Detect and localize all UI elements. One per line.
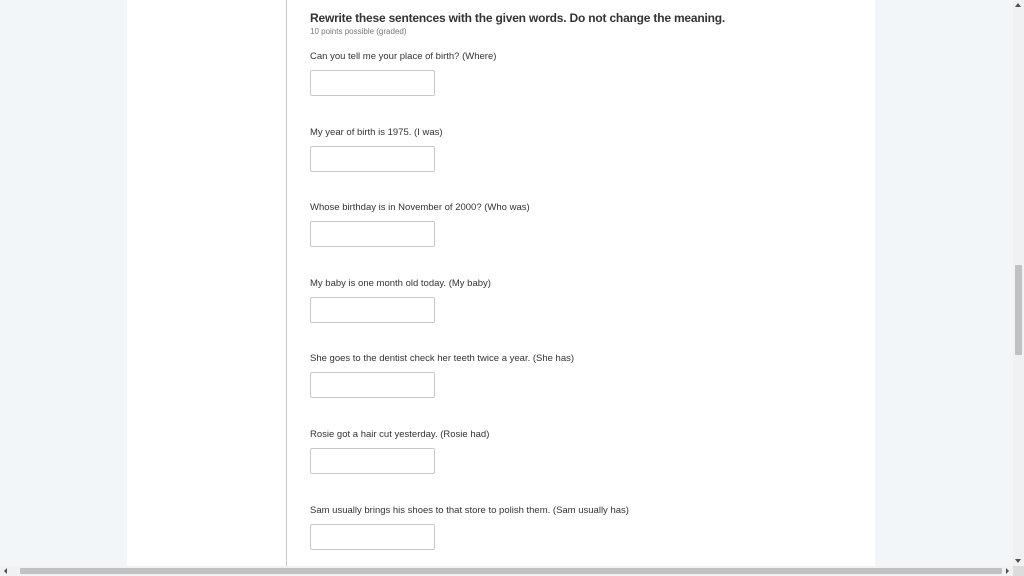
item-prompt: Sam usually brings his shoes to that store to polish them. (Sam usually has)	[310, 505, 629, 516]
answer-input-7[interactable]	[310, 524, 435, 550]
item-prompt: She goes to the dentist check her teeth twice a year. (She has)	[310, 353, 575, 364]
scroll-right-arrow-icon[interactable]	[1006, 568, 1009, 574]
answer-input-5[interactable]	[310, 372, 435, 398]
question-block	[310, 10, 850, 516]
question-item-2	[310, 126, 443, 140]
question-item-7	[310, 504, 629, 518]
vertical-scrollbar[interactable]	[1013, 0, 1024, 566]
content-page	[127, 0, 875, 566]
points-possible: 10 points possible (graded)	[310, 27, 407, 36]
scroll-up-arrow-icon[interactable]	[1015, 3, 1021, 7]
question-item-5	[310, 352, 574, 366]
item-prompt: My baby is one month old today. (My baby)	[310, 278, 491, 289]
horizontal-scroll-thumb[interactable]	[20, 568, 1002, 574]
question-item-3	[310, 201, 530, 215]
scroll-down-arrow-icon[interactable]	[1015, 559, 1021, 563]
scroll-left-arrow-icon[interactable]	[4, 568, 7, 574]
question-item-4	[310, 277, 491, 291]
scrollbar-corner	[1013, 566, 1024, 576]
item-prompt: Whose birthday is in November of 2000? (Who was)	[310, 202, 530, 213]
vertical-scroll-thumb[interactable]	[1015, 265, 1022, 355]
item-prompt: Can you tell me your place of birth? (Where)	[310, 51, 497, 62]
answer-input-2[interactable]	[310, 146, 435, 172]
question-item-1	[310, 50, 496, 64]
question-title: Rewrite these sentences with the given words. Do not change the meaning.	[310, 11, 726, 25]
left-divider	[286, 0, 287, 566]
item-prompt: My year of birth is 1975. (I was)	[310, 127, 443, 138]
answer-input-3[interactable]	[310, 221, 435, 247]
answer-input-1[interactable]	[310, 70, 435, 96]
item-prompt: Rosie got a hair cut yesterday. (Rosie had)	[310, 429, 490, 440]
question-item-6	[310, 428, 489, 442]
answer-input-4[interactable]	[310, 297, 435, 323]
answer-input-6[interactable]	[310, 448, 435, 474]
horizontal-scrollbar[interactable]	[0, 566, 1013, 576]
